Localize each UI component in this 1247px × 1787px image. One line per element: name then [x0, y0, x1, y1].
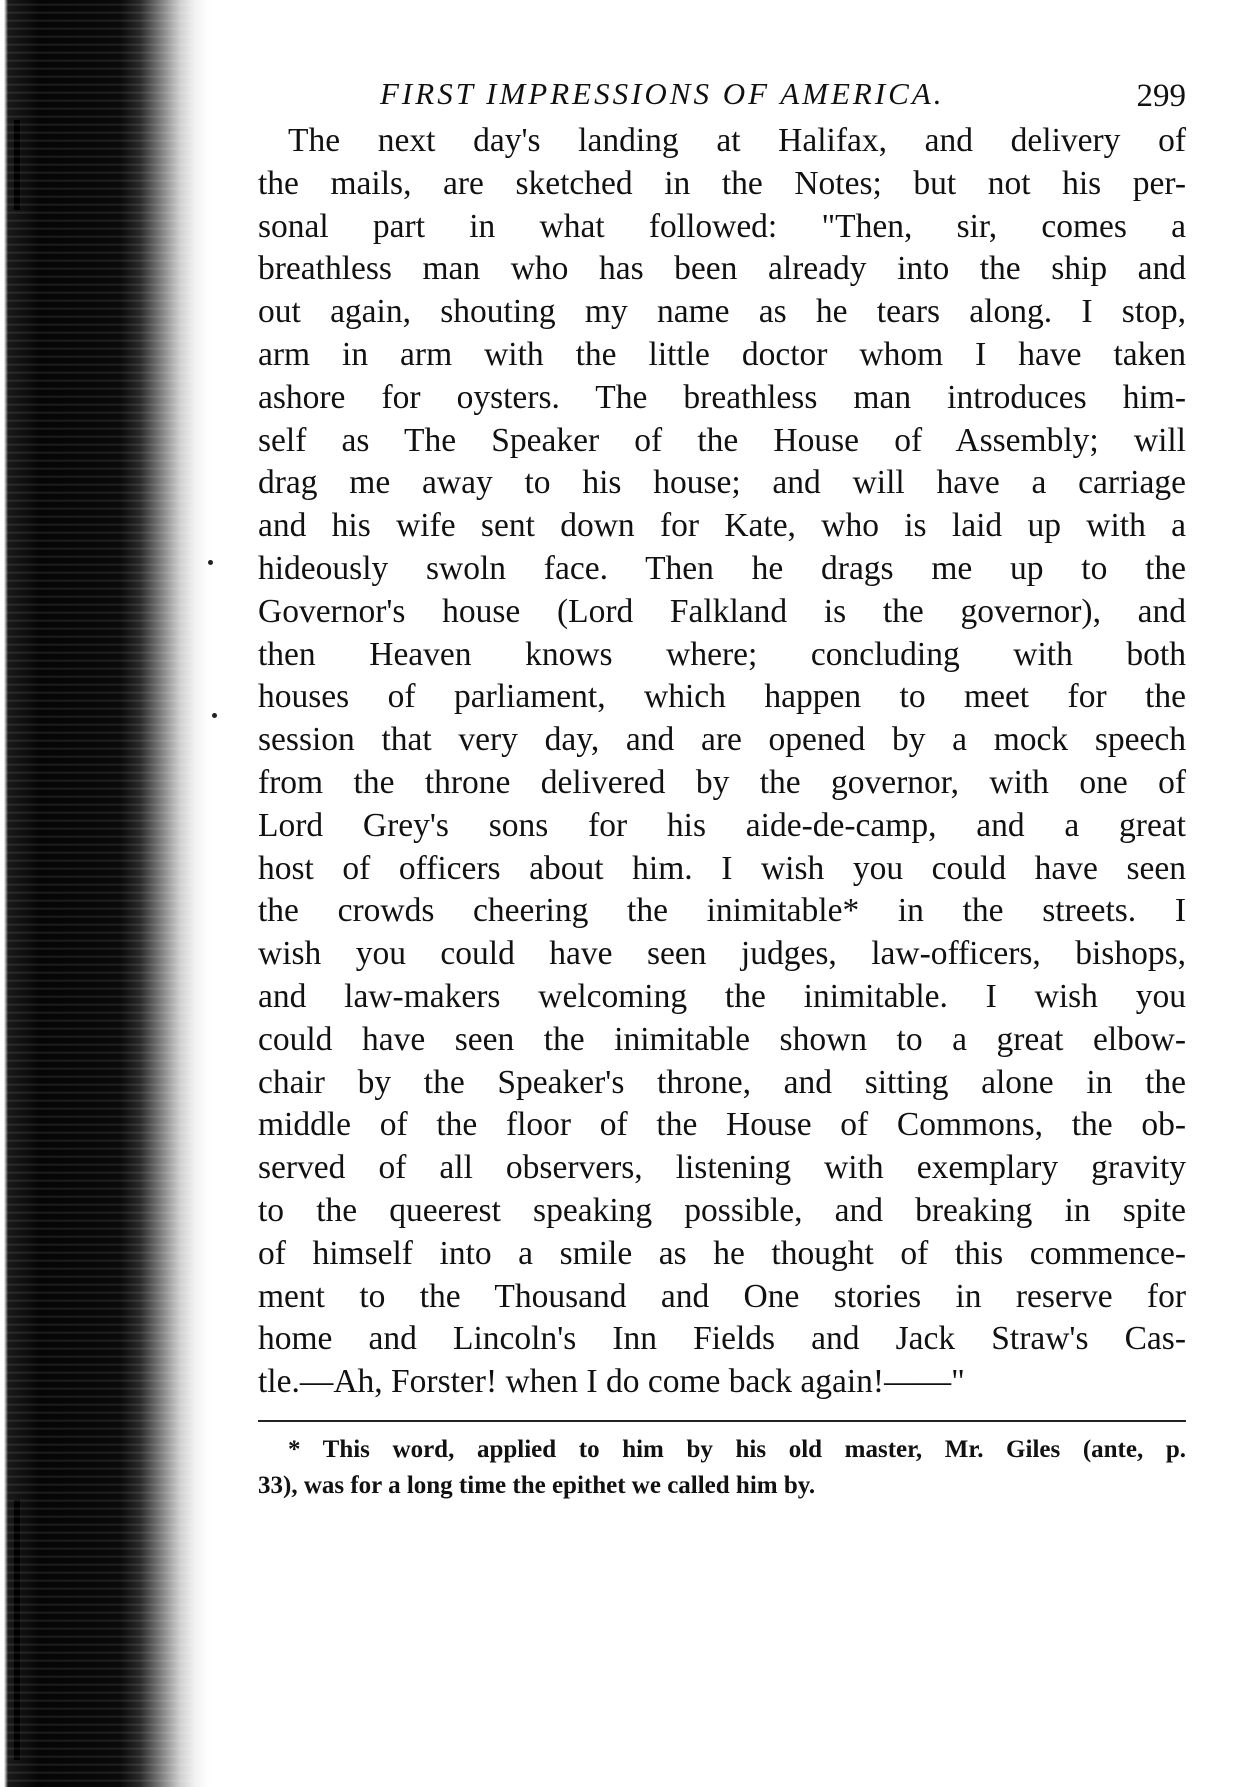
scan-binding-shadow	[0, 0, 210, 1787]
text-line: the mails, are sketched in the Notes; but not his per-	[258, 164, 1186, 202]
text-line: wish you could have seen judges, law-officers, bishops,	[258, 935, 1186, 973]
footnote-divider	[258, 1420, 1186, 1422]
book-page	[258, 70, 1186, 1504]
scan-speck	[208, 560, 213, 565]
text-line: out again, shouting my name as he tears along. I stop,	[258, 293, 1186, 331]
text-line: breathless man who has been already into the ship and	[258, 250, 1186, 288]
running-title: FIRST IMPRESSIONS OF AMERICA.	[380, 76, 945, 111]
text-line: hideously swoln face. Then he drags me up to the	[258, 549, 1186, 587]
text-line: middle of the floor of the House of Commons, the ob-	[258, 1106, 1186, 1144]
text-line: session that very day, and are opened by a mock speech	[258, 721, 1186, 759]
body-paragraph	[258, 120, 1186, 1404]
scan-artifact	[14, 1500, 20, 1760]
text-line: self as The Speaker of the House of Assembly; will	[258, 421, 1186, 459]
text-line: chair by the Speaker's throne, and sitting alone in the	[258, 1063, 1186, 1101]
text-line: Governor's house (Lord Falkland is the governor), and	[258, 592, 1186, 630]
footnote-line: 33), was for a long time the epithet we called him by.	[258, 1471, 816, 1499]
text-line: ment to the Thousand and One stories in reserve for	[258, 1277, 1186, 1315]
text-line: and law-makers welcoming the inimitable. I wish you	[258, 977, 1186, 1015]
text-line: ashore for oysters. The breathless man introduces him-	[258, 378, 1186, 416]
text-line: host of officers about him. I wish you could have seen	[258, 849, 1186, 887]
text-line: arm in arm with the little doctor whom I have taken	[258, 335, 1186, 373]
text-line: could have seen the inimitable shown to a great elbow-	[258, 1020, 1186, 1058]
text-line: to the queerest speaking possible, and breaking in spite	[258, 1191, 1186, 1229]
page-number: 299	[1136, 78, 1186, 114]
text-line: drag me away to his house; and will have a carriage	[258, 464, 1186, 502]
text-line: served of all observers, listening with exemplary gravity	[258, 1149, 1186, 1187]
footnote	[258, 1432, 1186, 1504]
text-line: tle.—Ah, Forster! when I do come back again!——"	[258, 1363, 965, 1401]
text-line: then Heaven knows where; concluding with both	[258, 635, 1186, 673]
text-line: home and Lincoln's Inn Fields and Jack Straw's Cas-	[258, 1320, 1186, 1358]
footnote-line: * This word, applied to him by his old master, Mr. Giles (ante, p.	[288, 1435, 1186, 1463]
scan-artifact	[14, 120, 20, 210]
text-line: houses of parliament, which happen to meet for the	[258, 678, 1186, 716]
text-line: from the throne delivered by the governor, with one of	[258, 763, 1186, 801]
text-line: of himself into a smile as he thought of this commence-	[258, 1234, 1186, 1272]
page-header	[258, 70, 1186, 120]
scan-speck	[212, 713, 217, 718]
text-line: Lord Grey's sons for his aide-de-camp, and a great	[258, 806, 1186, 844]
text-line: and his wife sent down for Kate, who is laid up with a	[258, 507, 1186, 545]
text-line: sonal part in what followed: "Then, sir, comes a	[258, 207, 1186, 245]
text-line: The next day's landing at Halifax, and delivery of	[288, 122, 1186, 159]
text-line: the crowds cheering the inimitable* in the streets. I	[258, 892, 1186, 930]
